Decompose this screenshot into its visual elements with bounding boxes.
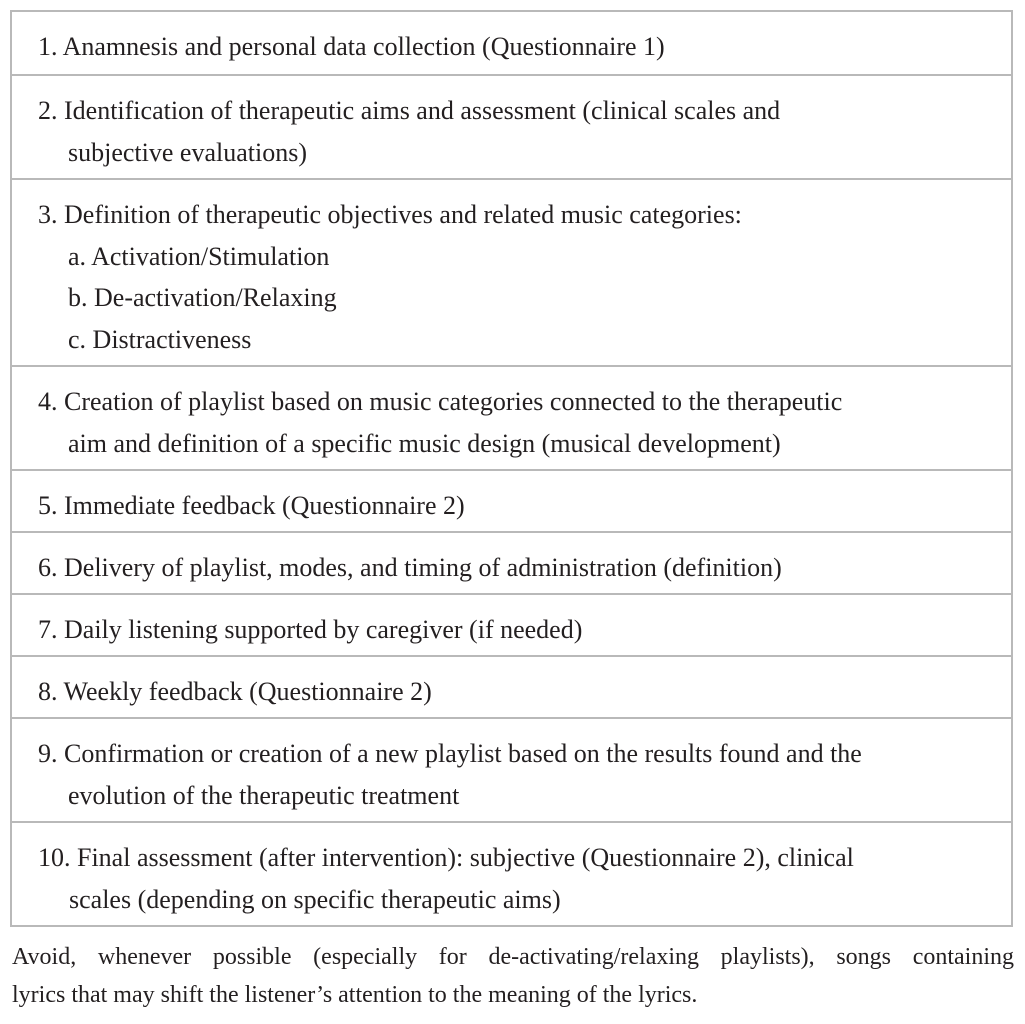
steps-table — [10, 10, 1013, 927]
step-1-text: 1. Anamnesis and personal data collection (Questionnaire 1) — [38, 32, 665, 61]
step-row-3 — [12, 178, 1011, 365]
step-row-2 — [12, 74, 1011, 178]
step-10-text-continued: scales (depending on specific therapeutic aims) — [69, 884, 561, 914]
step-row-9 — [12, 717, 1011, 821]
step-4-text: 4. Creation of playlist based on music categories connected to the therapeutic — [38, 387, 843, 416]
footnote-line-2: lyrics that may shift the listener’s attention to the meaning of the lyrics. — [12, 982, 698, 1008]
step-9-text-continued: evolution of the therapeutic treatment — [68, 780, 460, 810]
step-row-6 — [12, 531, 1011, 593]
step-10-text: 10. Final assessment (after intervention): subjective (Questionnaire 2), clinical — [38, 843, 854, 872]
table-footnote — [12, 938, 1014, 1014]
step-row-10 — [12, 821, 1011, 925]
step-2-text: 2. Identification of therapeutic aims and assessment (clinical scales and — [38, 96, 781, 125]
footnote-line-1: Avoid, whenever possible (especially for de-activating/relaxing playlists), songs containing — [12, 944, 1014, 970]
step-6-text: 6. Delivery of playlist, modes, and timing of administration (definition) — [38, 553, 782, 582]
step-3-subitem-a: a. Activation/Stimulation — [68, 241, 330, 271]
step-row-7 — [12, 593, 1011, 655]
step-7-text: 7. Daily listening supported by caregiver (if needed) — [38, 615, 583, 644]
step-3-subitem-c: c. Distractiveness — [68, 324, 252, 354]
step-5-text: 5. Immediate feedback (Questionnaire 2) — [38, 491, 465, 520]
step-9-text: 9. Confirmation or creation of a new playlist based on the results found and the — [38, 739, 862, 768]
step-row-1 — [12, 12, 1011, 74]
step-row-4 — [12, 365, 1011, 469]
step-row-8 — [12, 655, 1011, 717]
step-4-text-continued: aim and definition of a specific music design (musical development) — [68, 428, 781, 458]
step-2-text-continued: subjective evaluations) — [68, 137, 307, 167]
step-row-5 — [12, 469, 1011, 531]
step-8-text: 8. Weekly feedback (Questionnaire 2) — [38, 677, 432, 706]
step-3-text: 3. Definition of therapeutic objectives and related music categories: — [38, 200, 742, 229]
step-3-subitem-b: b. De-activation/Relaxing — [68, 283, 337, 312]
